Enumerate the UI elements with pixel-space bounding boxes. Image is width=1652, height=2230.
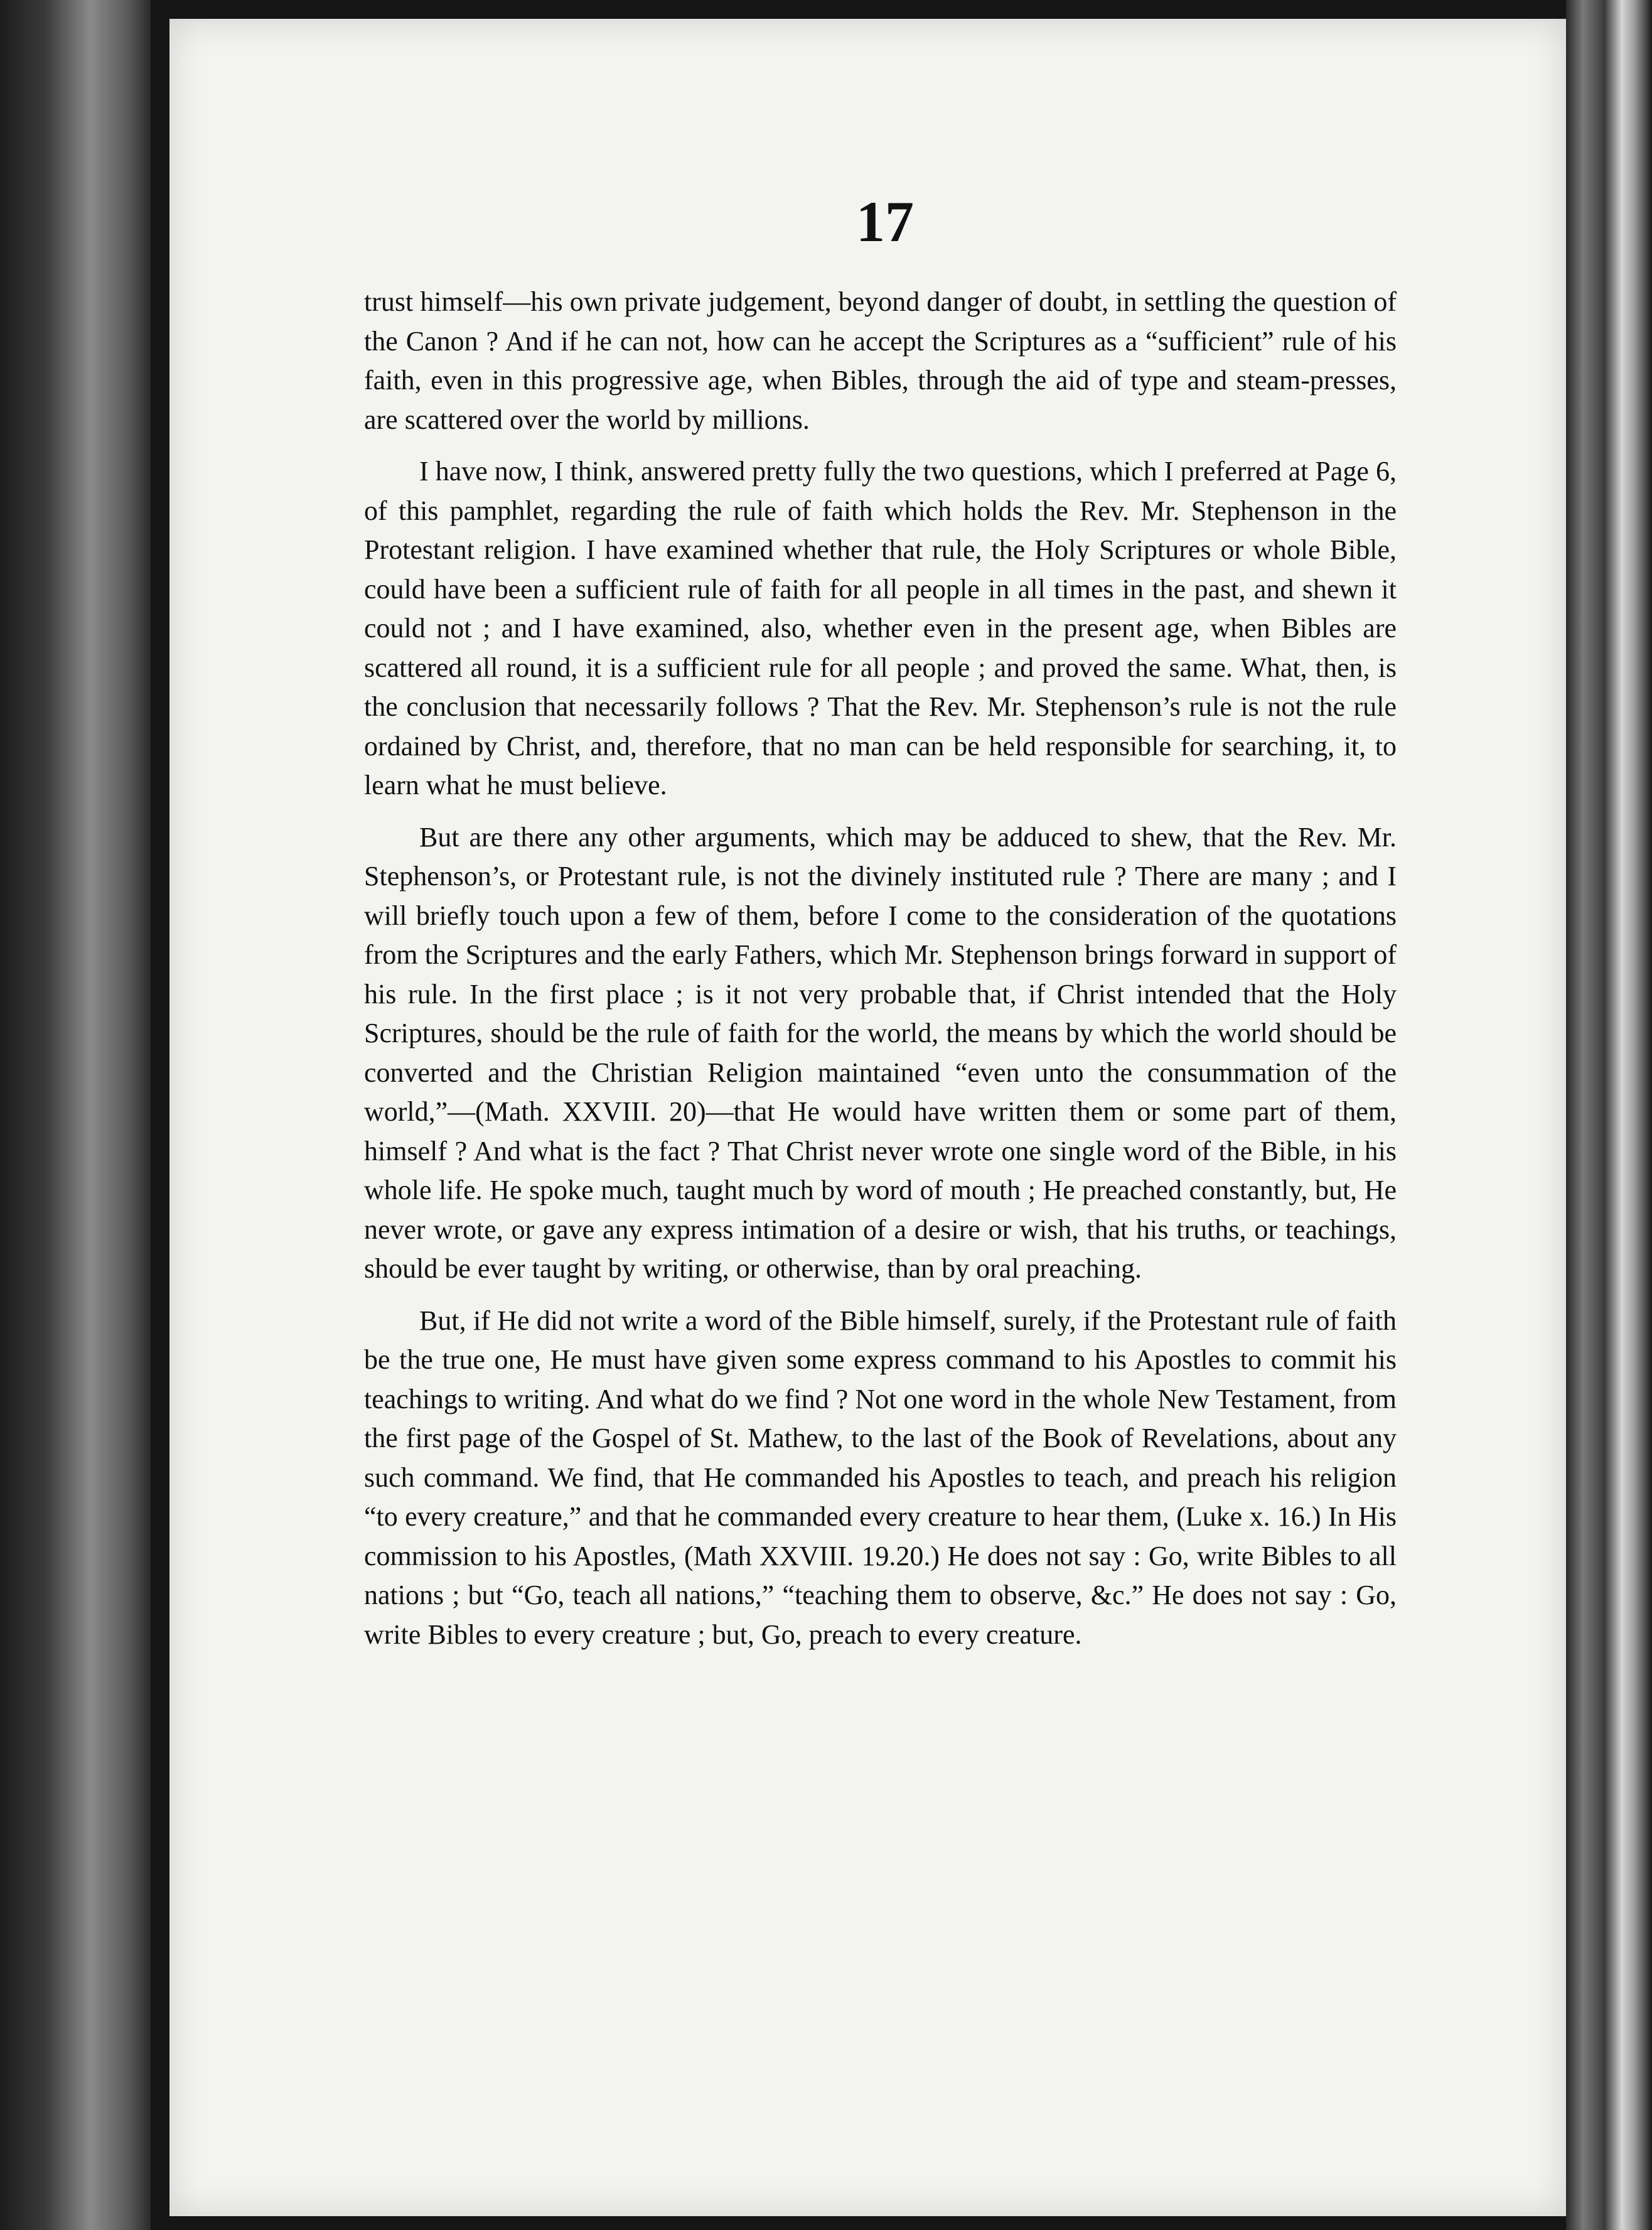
paragraph-4: But, if He did not write a word of the Bible himself, surely, if the Protestant rule of faith be the true one, He must have given some express command to his Apostles to commit his teachings to writing. And what do we find ? Not one word in the whole New Testament, from the first page of the Gospel of St. Mathew, to the last of the Book of Revelations, about any such command. We find, that He commanded his Apostles to teach, and preach his religion “to every creature,” and that he commanded every creature to hear them, (Luke x. 16.) In His commission to his Apostles, (Math XXVIII. 19.20.) He does not say : Go, write Bibles to all nations ; but “Go, teach all nations,” “teaching them to observe, &c.” He does not say : Go, write Bibles to every creature ; but, Go, preach to every creature. [364, 1305, 1397, 1650]
book-left-edge [0, 0, 151, 2230]
book-right-edge [1566, 0, 1652, 2230]
paragraph-3: But are there any other arguments, which may be adduced to shew, that the Rev. Mr. Stephenson’s, or Protestant rule, is not the divinely instituted rule ? There are many ; and I will briefly touch upon a few of them, before I come to the consideration of the quotations from the Scriptures and the early Fathers, which Mr. Stephenson brings forward in support of his rule. In the first place ; is it not very probable that, if Christ intended that the Holy Scriptures, should be the rule of faith for the world, the means by which the world should be converted and the Christian Religion maintained “even unto the consummation of the world,”—(Math. XXVIII. 20)—that He would have written them or some part of them, himself ? And what is the fact ? That Christ never wrote one single word of the Bible, in his whole life. He spoke much, taught much by word of mouth ; He preached constantly, but, He never wrote, or gave any express intimation of a desire or wish, that his truths, or teachings, should be ever taught by writing, or otherwise, than by oral preaching. [364, 821, 1397, 1284]
page-number: 17 [856, 190, 914, 254]
body-text [364, 283, 1397, 1667]
paragraph-1: trust himself—his own private judgement, beyond danger of doubt, in settling the question of the Canon ? And if he can not, how can he accept the Scriptures as a “sufficient” rule of his faith, even in this progressive age, when Bibles, through the aid of type and steam-presses, are scattered over the world by millions. [364, 286, 1397, 435]
paragraph-2: I have now, I think, answered pretty fully the two questions, which I preferred at Page 6, of this pamphlet, regarding the rule of faith which holds the Rev. Mr. Stephenson in the Protestant religion. I have examined whether that rule, the Holy Scriptures or whole Bible, could have been a sufficient rule of faith for all people in all times in the past, and shewn it could not ; and I have examined, also, whether even in the present age, when Bibles are scattered all round, it is a sufficient rule for all people ; and proved the same. What, then, is the conclusion that necessarily follows ? That the Rev. Mr. Stephenson’s rule is not the rule ordained by Christ, and, therefore, that no man can be held responsible for searching, it, to learn what he must believe. [364, 456, 1397, 800]
